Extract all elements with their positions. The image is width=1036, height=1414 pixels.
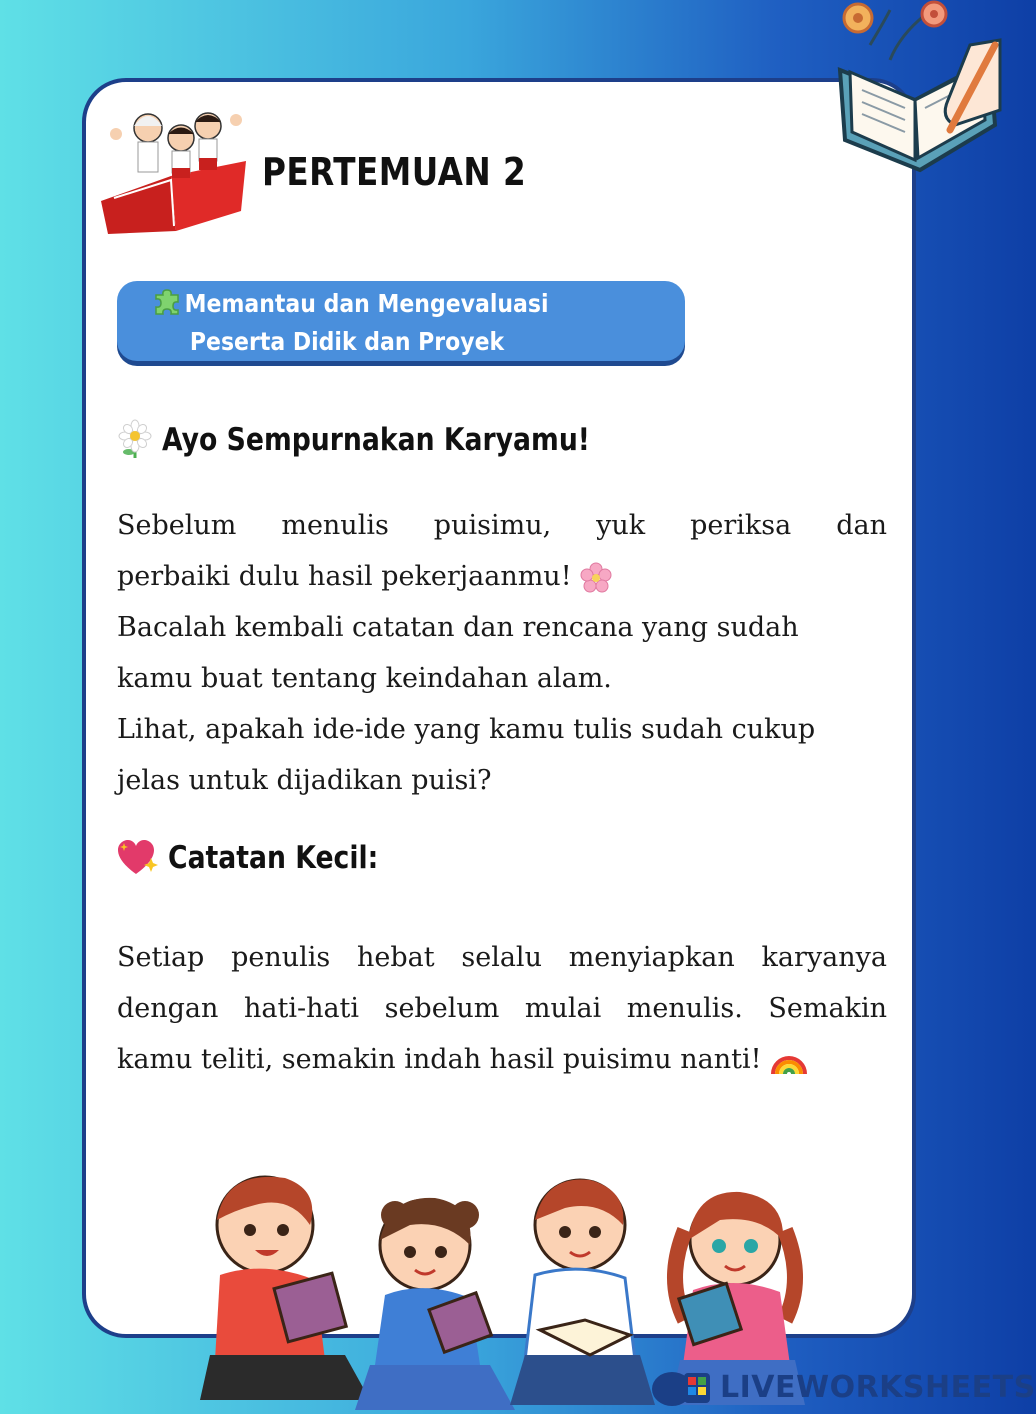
banner-text — [160, 285, 618, 361]
section1-heading-text: Ayo Sempurnakan Karyamu! — [162, 422, 590, 458]
paragraph-line: dengan hati-hati sebelum mulai menulis. Semakin — [117, 993, 887, 1024]
page-title: PERTEMUAN 2 — [262, 150, 527, 194]
paragraph-line: Lihat, apakah ide-ide yang kamu tulis sudah cukup — [117, 714, 816, 745]
section2-paragraph — [117, 932, 887, 1085]
section1-paragraph — [117, 500, 887, 806]
banner-line-2: Peserta Didik dan Proyek — [189, 327, 505, 356]
paragraph-line: Setiap penulis hebat selalu menyiapkan karyanya — [117, 942, 887, 973]
kids-on-book-illustration — [96, 106, 256, 238]
paragraph-line-text: perbaiki dulu hasil pekerjaanmu! — [117, 561, 572, 592]
daisy-icon — [118, 420, 152, 460]
paragraph-line: Bacalah kembali catatan dan rencana yang sudah — [117, 612, 799, 643]
banner-line-1: Memantau dan Mengevaluasi — [184, 289, 549, 318]
liveworksheets-text: LIVEWORKSHEETS — [720, 1369, 1036, 1405]
paragraph-line-text: kamu teliti, semakin indah hasil puisimu nanti! — [117, 1044, 762, 1075]
paragraph-line: jelas untuk dijadikan puisi? — [117, 765, 492, 796]
rainbow-icon — [770, 1046, 808, 1076]
paragraph-line: Sebelum menulis puisimu, yuk periksa dan — [117, 510, 887, 541]
liveworksheets-logo — [650, 1367, 1036, 1407]
paragraph-line: kamu buat tentang keindahan alam. — [117, 663, 612, 694]
section2-heading — [118, 840, 413, 876]
paragraph-line — [117, 551, 887, 602]
paragraph-line — [117, 1034, 887, 1085]
cherry-blossom-icon — [580, 562, 612, 594]
section2-heading-text: Catatan Kecil: — [168, 840, 379, 876]
sparkling-heart-icon — [118, 840, 158, 876]
section1-heading — [118, 420, 660, 460]
liveworksheets-icon — [650, 1367, 714, 1407]
book-flowers-illustration — [830, 0, 1000, 180]
